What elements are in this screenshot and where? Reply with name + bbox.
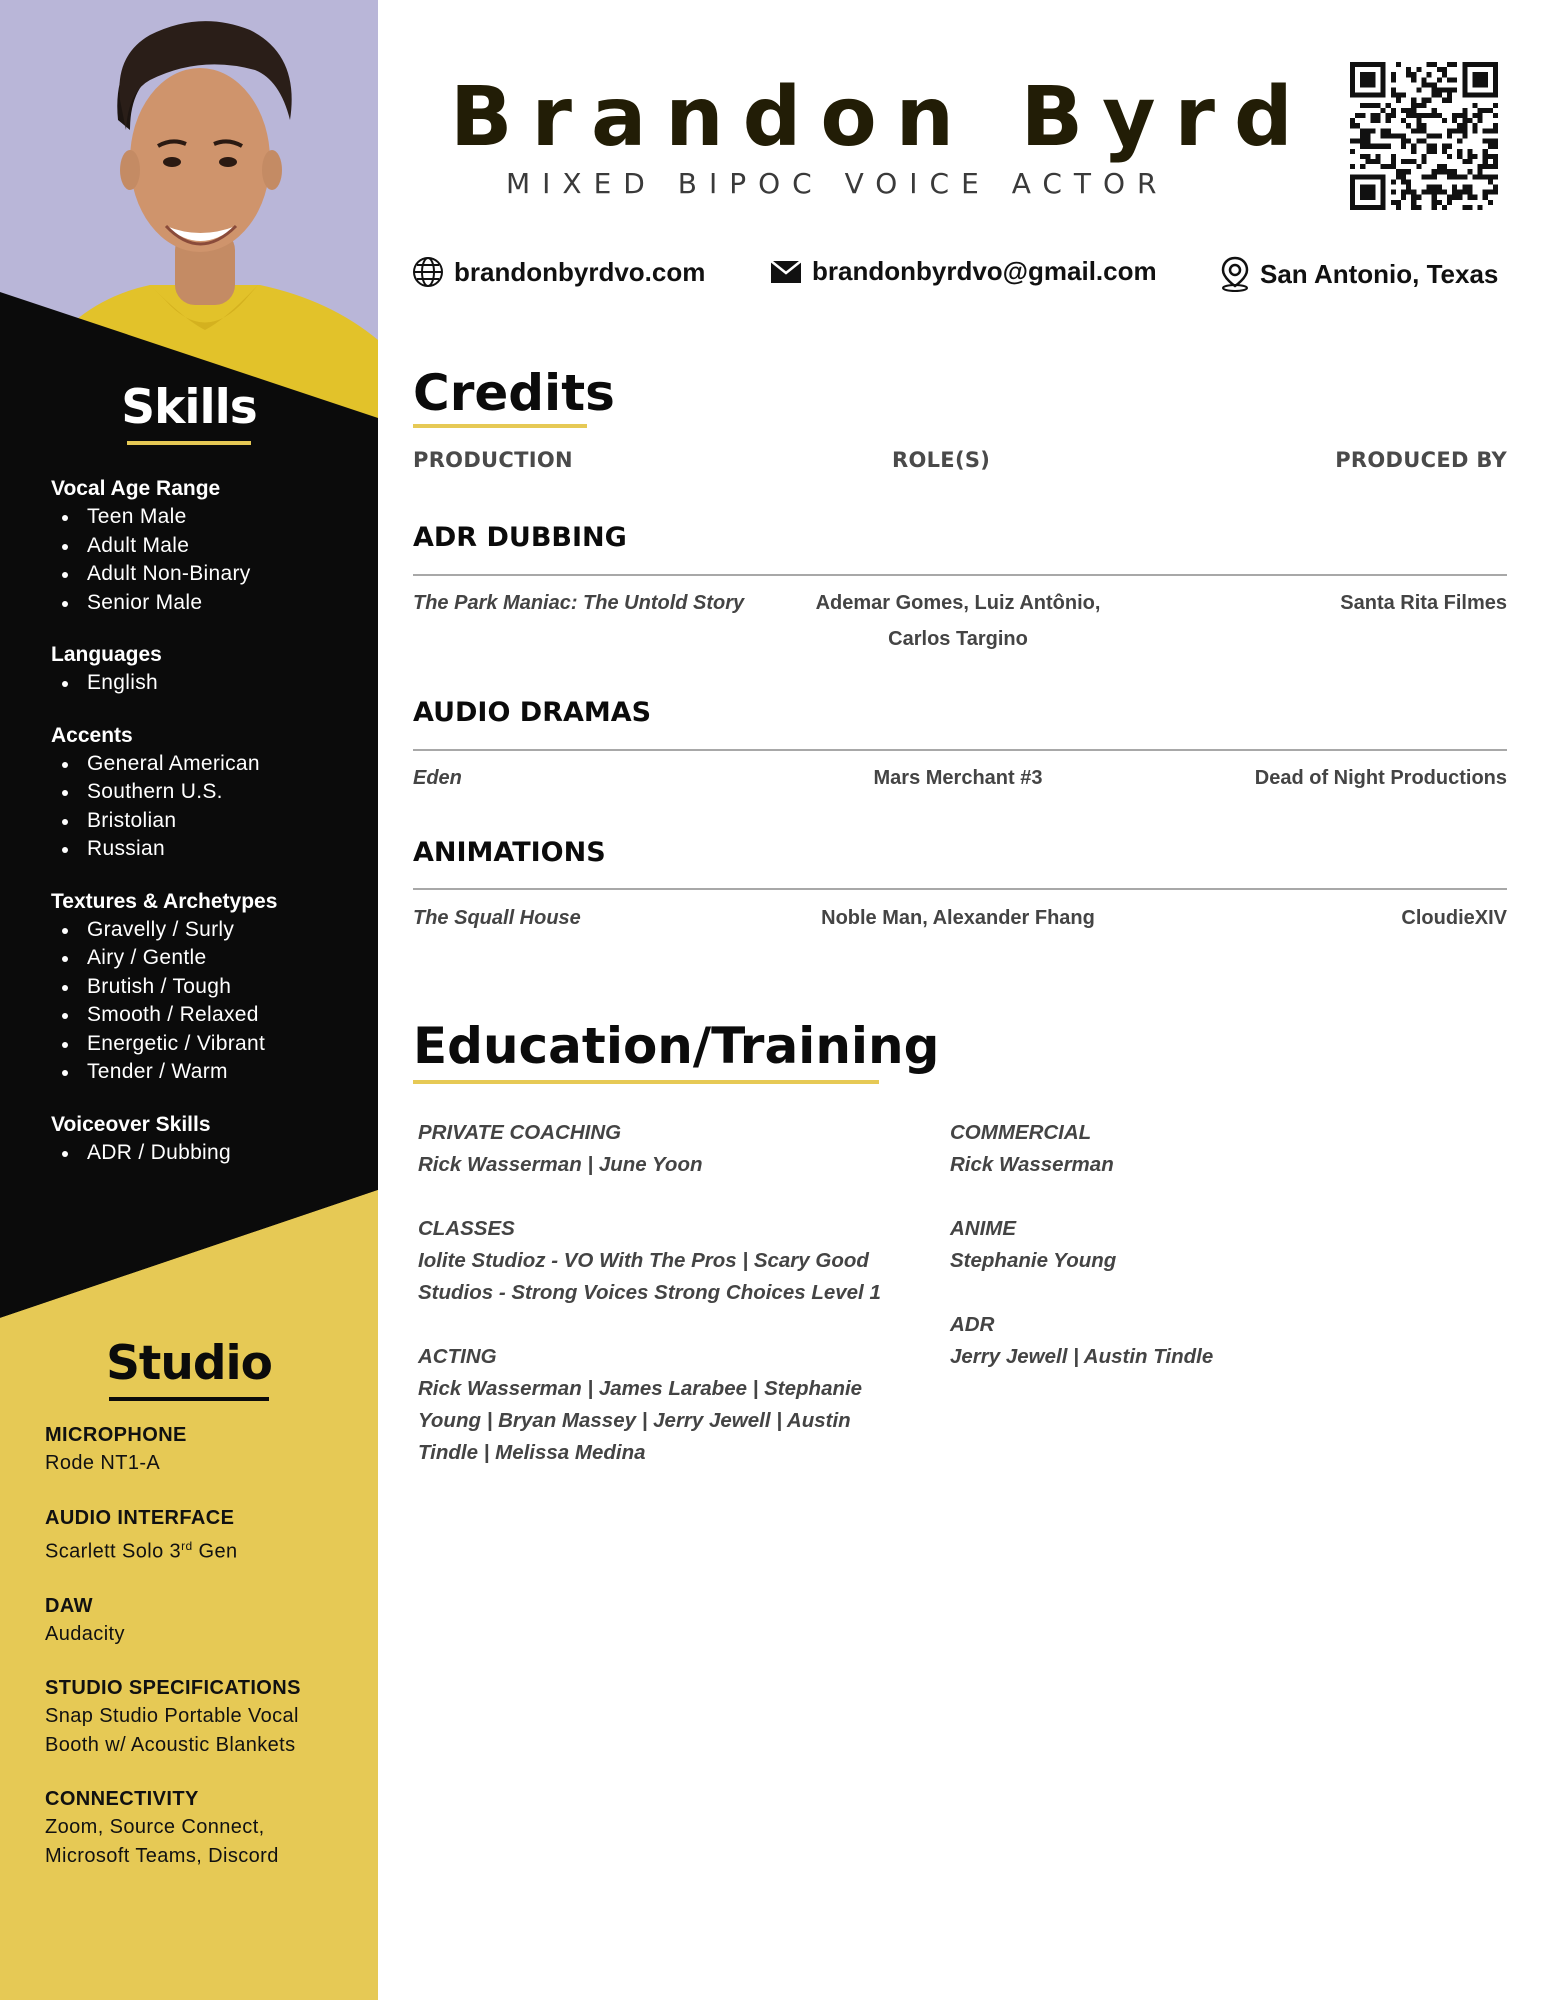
education-entry: Young | Bryan Massey | Jerry Jewell | Austin — [418, 1409, 851, 1432]
credit-production: Eden — [413, 767, 462, 789]
email-link[interactable]: brandonbyrdvo@gmail.com — [812, 256, 1157, 286]
skill-list — [51, 669, 378, 698]
education-title-underline — [413, 1080, 879, 1084]
education-entry: Rick Wasserman — [950, 1153, 1114, 1176]
skill-list — [51, 916, 378, 1087]
studio-item-value-text: Scarlett Solo 3 — [45, 1540, 182, 1563]
main-content — [378, 0, 1545, 2000]
contact-website[interactable] — [412, 256, 705, 288]
column-header-produced-by: PRODUCED BY — [1335, 448, 1507, 472]
skill-group — [51, 641, 378, 698]
credit-production: The Park Maniac: The Untold Story — [413, 592, 745, 614]
credit-role-line: Noble Man, Alexander Fhang — [821, 907, 1095, 929]
studio-item-label: MICROPHONE — [45, 1424, 187, 1446]
studio-item-value: Microsoft Teams, Discord — [45, 1844, 279, 1867]
skill-group-heading: Languages — [51, 643, 162, 666]
education-entry: Tindle | Melissa Medina — [418, 1441, 646, 1464]
studio-item-value-text: Audacity — [45, 1622, 125, 1645]
education-entry: Jerry Jewell | Austin Tindle — [950, 1345, 1214, 1368]
skills-title: Skills — [121, 380, 257, 435]
skill-list — [51, 750, 378, 864]
education-category: PRIVATE COACHING — [418, 1121, 622, 1144]
credits-title: Credits — [413, 364, 615, 422]
studio-item-value: Booth w/ Acoustic Blankets — [45, 1733, 296, 1756]
credit-role-line: Ademar Gomes, Luiz Antônio, — [815, 592, 1101, 614]
studio-item-label: CONNECTIVITY — [45, 1788, 199, 1811]
skill-item: Senior Male — [51, 589, 378, 618]
credit-role-line: Mars Merchant #3 — [873, 767, 1043, 789]
credit-roles — [773, 900, 1143, 936]
skill-item: General American — [51, 750, 378, 779]
skill-item: Southern U.S. — [51, 778, 378, 807]
skill-item: Adult Male — [51, 532, 378, 561]
education-category: COMMERCIAL — [950, 1121, 1092, 1144]
education-entry: Iolite Studioz - VO With The Pros | Scary Good — [418, 1249, 869, 1272]
location-pin-icon — [1220, 256, 1250, 292]
column-header-production: PRODUCTION — [413, 448, 573, 472]
divider — [413, 574, 1507, 576]
website-link[interactable]: brandonbyrdvo.com — [454, 256, 706, 287]
column-header-roles: ROLE(S) — [892, 448, 991, 472]
skill-group-heading: Vocal Age Range — [51, 477, 221, 500]
sidebar — [0, 0, 378, 2000]
skill-group — [51, 888, 378, 1087]
envelope-icon — [770, 260, 802, 284]
skill-item: Tender / Warm — [51, 1058, 378, 1087]
skill-list — [51, 503, 378, 617]
education-entry: Rick Wasserman | June Yoon — [418, 1153, 703, 1176]
skill-group-heading: Voiceover Skills — [51, 1112, 211, 1136]
qr-code[interactable] — [1350, 62, 1498, 210]
studio-item — [45, 1785, 378, 1870]
education-title: Education/Training — [413, 1017, 940, 1075]
skill-item: Smooth / Relaxed — [51, 1001, 378, 1030]
skill-group — [51, 1111, 378, 1168]
contact-email[interactable] — [770, 256, 1157, 287]
credit-category-title: ANIMATIONS — [413, 837, 606, 868]
education-category: ADR — [950, 1313, 995, 1336]
credit-produced-by: CloudieXIV — [1401, 907, 1507, 929]
divider — [413, 749, 1507, 751]
skill-item: Adult Non-Binary — [51, 560, 378, 589]
skill-list — [51, 1139, 378, 1168]
credit-role-line: Carlos Targino — [888, 628, 1028, 650]
spacer — [950, 1277, 1430, 1309]
skill-group — [51, 475, 378, 617]
skill-item: Russian — [51, 835, 378, 864]
education-entry: Stephanie Young — [950, 1249, 1117, 1272]
studio-item-value — [45, 1620, 378, 1649]
skills-section — [0, 380, 378, 1167]
credit-category-title: ADR DUBBING — [413, 522, 627, 553]
education-right-column — [950, 1117, 1430, 1373]
divider — [413, 888, 1507, 890]
credit-produced-by: Dead of Night Productions — [1254, 767, 1507, 789]
skill-item: Airy / Gentle — [51, 944, 378, 973]
education-entry: Studios - Strong Voices Strong Choices Level 1 — [418, 1281, 881, 1304]
credit-produced-by: Santa Rita Filmes — [1340, 592, 1507, 614]
studio-item-label: DAW — [45, 1594, 93, 1617]
studio-item-value-sup: rd — [181, 1538, 193, 1553]
education-category: CLASSES — [418, 1217, 515, 1240]
skill-item: Gravelly / Surly — [51, 916, 378, 945]
studio-item-value — [45, 1449, 378, 1478]
skill-item: English — [51, 669, 378, 698]
page-title: Brandon Byrd — [450, 70, 1312, 165]
studio-item-value: Snap Studio Portable Vocal — [45, 1705, 299, 1728]
studio-item-label: AUDIO INTERFACE — [45, 1506, 235, 1529]
skill-group — [51, 722, 378, 864]
credit-production: The Squall House — [413, 907, 581, 929]
studio-item — [45, 1592, 378, 1649]
education-category: ANIME — [950, 1217, 1017, 1240]
studio-section — [0, 1336, 378, 1870]
education-left-column — [418, 1117, 898, 1469]
studio-item — [45, 1504, 378, 1566]
contact-location — [1220, 256, 1498, 292]
studio-item-value: Zoom, Source Connect, — [45, 1816, 265, 1839]
studio-title-underline — [109, 1397, 269, 1401]
studio-item — [45, 1674, 378, 1759]
spacer — [418, 1309, 898, 1341]
skill-group-heading: Accents — [51, 723, 133, 747]
location-text: San Antonio, Texas — [1260, 258, 1499, 289]
page-subtitle: MIXED BIPOC VOICE ACTOR — [506, 167, 1169, 200]
studio-item-value-text: Rode NT1-A — [45, 1452, 161, 1474]
skill-group-heading: Textures & Archetypes — [51, 889, 278, 913]
studio-item-label: STUDIO SPECIFICATIONS — [45, 1677, 301, 1700]
skill-item: Bristolian — [51, 807, 378, 836]
credits-title-underline — [413, 424, 587, 428]
studio-item — [45, 1421, 378, 1478]
studio-title: Studio — [106, 1336, 272, 1391]
credit-roles — [773, 760, 1143, 796]
globe-icon — [412, 256, 444, 288]
credit-roles — [773, 585, 1143, 657]
skill-item: Brutish / Tough — [51, 973, 378, 1002]
credit-category-title: AUDIO DRAMAS — [413, 697, 652, 728]
skill-item: Teen Male — [51, 503, 378, 532]
studio-item-value-suffix: Gen — [192, 1540, 238, 1563]
education-entry: Rick Wasserman | James Larabee | Stephanie — [418, 1377, 863, 1400]
skill-item: ADR / Dubbing — [51, 1139, 378, 1168]
spacer — [950, 1181, 1430, 1213]
skill-item: Energetic / Vibrant — [51, 1030, 378, 1059]
education-category: ACTING — [418, 1345, 497, 1368]
spacer — [418, 1181, 898, 1213]
studio-item-value — [45, 1532, 378, 1566]
